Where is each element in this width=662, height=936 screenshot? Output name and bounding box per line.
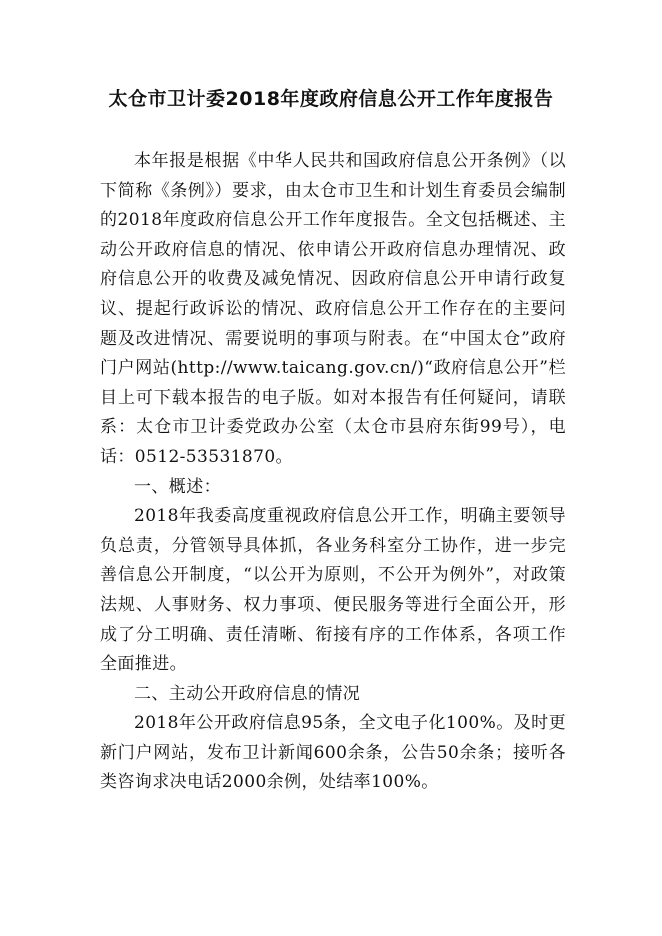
proactive-disclosure-paragraph: 2018年公开政府信息95条，全文电子化100%。及时更新门户网站，发布卫计新闻600余条，公告50余条；接听各类咨询求决电话2000余例，处结率100%。 xyxy=(100,713,566,793)
section-heading-proactive-disclosure: 二、主动公开政府信息的情况 xyxy=(134,683,361,704)
document-body xyxy=(100,147,566,798)
section-heading-overview: 一、概述： xyxy=(134,476,221,497)
overview-paragraph: 2018年我委高度重视政府信息公开工作，明确主要领导负总责，分管领导具体抓，各业务科室分工协作，进一步完善信息公开制度，“以公开为原则，不公开为例外”，对政策法规、人事财务、权力事项、便民服务等进行全面公开，形成了分工明确、责任清晰、衔接有序的工作体系，各项工作全面推进。 xyxy=(100,506,566,675)
document-title: 太仓市卫计委2018年度政府信息公开工作年度报告 xyxy=(108,88,554,110)
intro-paragraph: 本年报是根据《中华人民共和国政府信息公开条例》（以下简称《条例》）要求，由太仓市卫生和计划生育委员会编制的2018年度政府信息公开工作年度报告。全文包括概述、主动公开政府信息的情况、依申请公开政府信息办理情况、政府信息公开的收费及减免情况、因政府信息公开申请行政复议、提起行政诉讼的情况、政府信息公开工作存在的主要问题及改进情况、需要说明的事项与附表。在“中国太仓”政府门户网站(http://www.taicang.gov.cn/)“政府信息公开”栏目上可下载本报告的电子版。如对本报告有任何疑问，请联系：太仓市卫计委党政办公室（太仓市县府东街99号），电话：0512-53531870。 xyxy=(100,151,566,467)
